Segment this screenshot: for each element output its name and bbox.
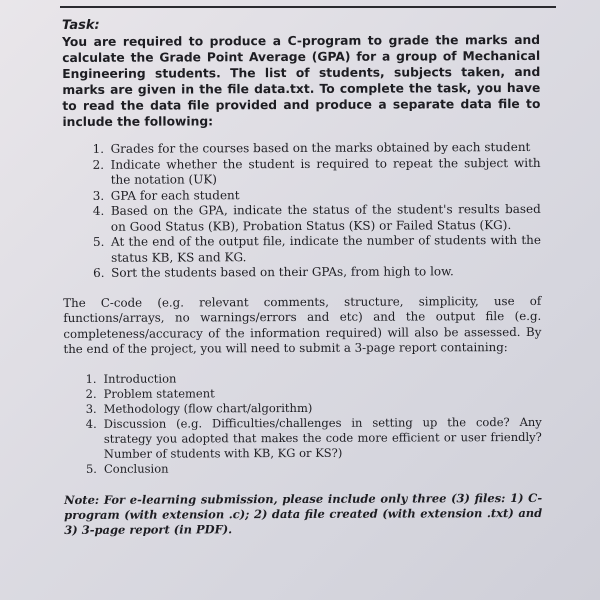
task-label: Task:: [62, 17, 100, 33]
requirements-list: [63, 140, 542, 282]
report-sections-list: [64, 369, 542, 476]
list-item: 5. At the end of the output file, indicate the number of students with the status KB, KS and KG.: [92, 232, 542, 265]
top-rule: [60, 6, 556, 8]
list-item: 2. Problem statement: [85, 385, 215, 401]
list-item: 5. Conclusion: [85, 461, 169, 476]
list-item: 3. GPA for each student: [92, 187, 240, 203]
list-item: 1. Introduction: [85, 371, 177, 386]
submission-note: Note: For e-learning submission, please include only three (3) files: 1) C-program (with extension .c); 2) data file created (with extension .txt) and 3) 3-page report (in PDF).: [64, 490, 543, 537]
assessment-paragraph: The C-code (e.g. relevant comments, structure, simplicity, use of functions/arrays, no warnings/errors and etc) and the output file (e.g. completeness/accuracy of the information required) will also be assessed. By the end of the project, you will need to submit a 3-page report containing:: [63, 293, 542, 356]
list-item: 3. Methodology (flow chart/algorithm): [85, 400, 313, 416]
intro-paragraph: You are required to produce a C-program to grade the marks and calculate the Grade Point Average (GPA) for a group of Mechanical Engineering students. The list of students, subjects taken, and marks are given in the file data.txt. To complete the task, you have to read the data file provided and produce a separate data file to include the following:: [62, 32, 541, 129]
list-item: 1. Grades for the courses based on the marks obtained by each student: [92, 139, 531, 156]
list-item: 2. Indicate whether the student is required to repeat the subject with the notation (UK): [92, 155, 541, 187]
list-item: 4. Based on the GPA, indicate the status of the student's results based on Good Status (KB), Probation Status (KS) or Failed Status (KG).: [92, 201, 541, 234]
list-item: 4. Discussion (e.g. Difficulties/challenges in setting up the code? Any strategy you adopted that makes the code more efficient or user friendly? Number of students with KB, KG or KS?): [85, 414, 542, 461]
list-item: 6. Sort the students based on their GPAs, from high to low.: [93, 264, 454, 280]
task-document: [62, 16, 542, 538]
